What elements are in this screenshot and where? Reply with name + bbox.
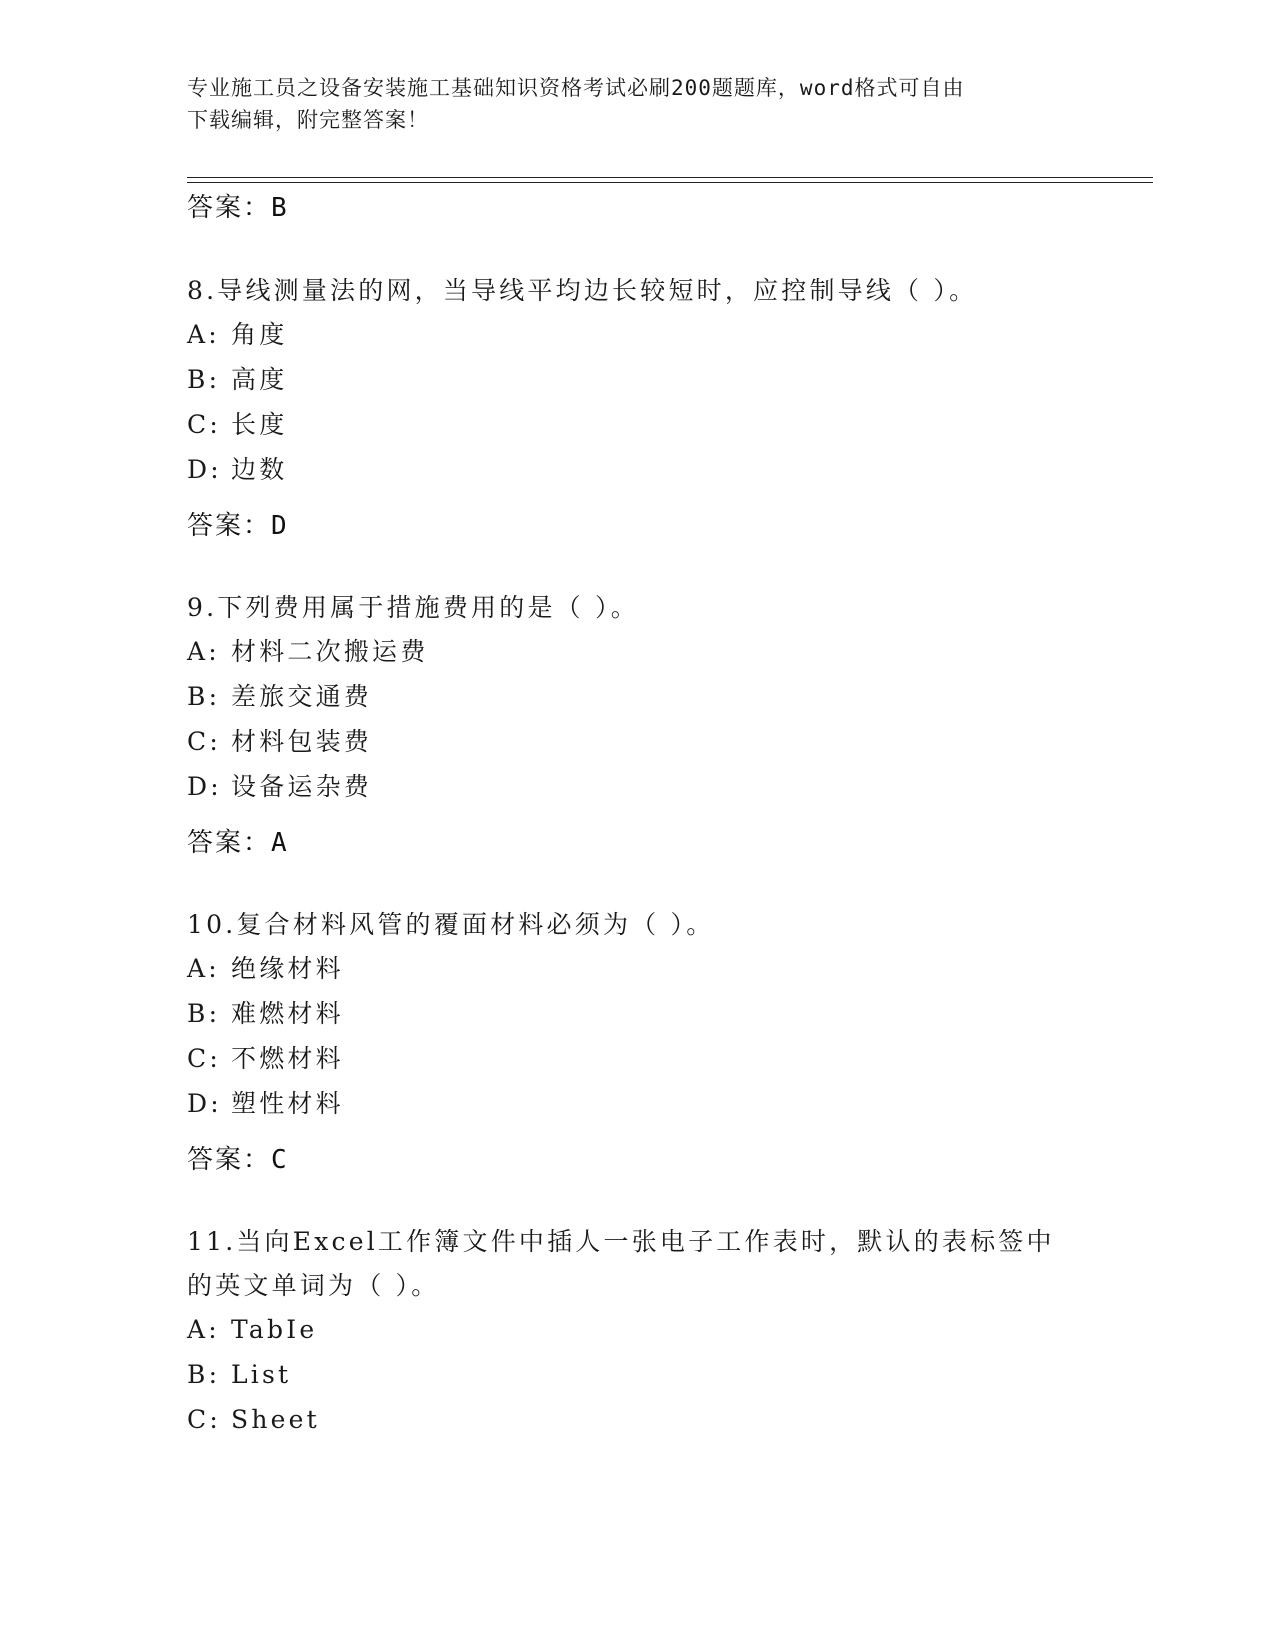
option-d bbox=[187, 448, 1087, 493]
option-a bbox=[187, 947, 1087, 992]
option-text: 高度 bbox=[231, 365, 288, 394]
document-header bbox=[187, 72, 1067, 136]
option-key: C: bbox=[187, 1405, 221, 1434]
question-block-8 bbox=[187, 269, 1087, 493]
option-key: D: bbox=[187, 455, 222, 484]
option-b bbox=[187, 675, 1087, 720]
answer-line: 答案：D bbox=[187, 511, 289, 541]
option-text: 塑性材料 bbox=[231, 1089, 344, 1118]
option-key: D: bbox=[187, 1089, 222, 1118]
option-d bbox=[187, 765, 1087, 810]
option-b bbox=[187, 992, 1087, 1037]
option-b bbox=[187, 1353, 1087, 1398]
question-stem: 10.复合材料风管的覆面材料必须为（ ）。 bbox=[187, 910, 715, 939]
option-b bbox=[187, 358, 1087, 403]
option-d bbox=[187, 1082, 1087, 1127]
option-key: A: bbox=[187, 954, 220, 983]
answer-line: 答案：C bbox=[187, 1145, 289, 1175]
question-block-10 bbox=[187, 903, 1087, 1127]
option-text: 长度 bbox=[231, 410, 288, 439]
option-key: A: bbox=[187, 637, 220, 666]
option-text: Sheet bbox=[231, 1405, 320, 1434]
answer-line: 答案：B bbox=[187, 193, 289, 223]
option-key: C: bbox=[187, 1044, 221, 1073]
option-text: 设备运杂费 bbox=[231, 772, 373, 801]
header-line-2: 下载编辑，附完整答案！ bbox=[187, 108, 429, 132]
option-text: 材料包装费 bbox=[231, 727, 373, 756]
question-block-11 bbox=[187, 1220, 1087, 1443]
header-divider-bottom bbox=[187, 182, 1153, 183]
option-text: List bbox=[231, 1360, 292, 1389]
question-stem-line-1: 11.当向Excel工作簿文件中插人一张电子工作表时，默认的表标签中 bbox=[187, 1227, 1055, 1256]
option-key: B: bbox=[187, 365, 221, 394]
option-c bbox=[187, 403, 1087, 448]
option-text: TabIe bbox=[231, 1315, 318, 1344]
option-key: A: bbox=[187, 320, 220, 349]
question-stem: 8.导线测量法的网，当导线平均边长较短时，应控制导线（ ）。 bbox=[187, 276, 978, 305]
option-text: 不燃材料 bbox=[231, 1044, 344, 1073]
header-line-1: 专业施工员之设备安装施工基础知识资格考试必刷200题题库，word格式可自由 bbox=[187, 76, 965, 100]
question-stem-line-2: 的英文单词为（ ）。 bbox=[187, 1271, 440, 1300]
option-key: A: bbox=[187, 1315, 220, 1344]
answer-line: 答案：A bbox=[187, 828, 289, 858]
option-key: C: bbox=[187, 410, 221, 439]
option-text: 差旅交通费 bbox=[231, 682, 373, 711]
option-c bbox=[187, 720, 1087, 765]
option-text: 角度 bbox=[231, 320, 288, 349]
option-key: C: bbox=[187, 727, 221, 756]
option-a bbox=[187, 1308, 1087, 1353]
option-text: 材料二次搬运费 bbox=[231, 637, 429, 666]
option-a bbox=[187, 313, 1087, 358]
question-stem: 9.下列费用属于措施费用的是（ ）。 bbox=[187, 593, 639, 622]
option-text: 边数 bbox=[231, 455, 288, 484]
option-text: 绝缘材料 bbox=[231, 954, 344, 983]
option-a bbox=[187, 630, 1087, 675]
option-key: B: bbox=[187, 1360, 221, 1389]
option-c bbox=[187, 1037, 1087, 1082]
option-key: D: bbox=[187, 772, 222, 801]
question-block-9 bbox=[187, 586, 1087, 810]
option-text: 难燃材料 bbox=[231, 999, 344, 1028]
option-c bbox=[187, 1398, 1087, 1443]
header-divider-top bbox=[187, 177, 1153, 178]
option-key: B: bbox=[187, 999, 221, 1028]
option-key: B: bbox=[187, 682, 221, 711]
